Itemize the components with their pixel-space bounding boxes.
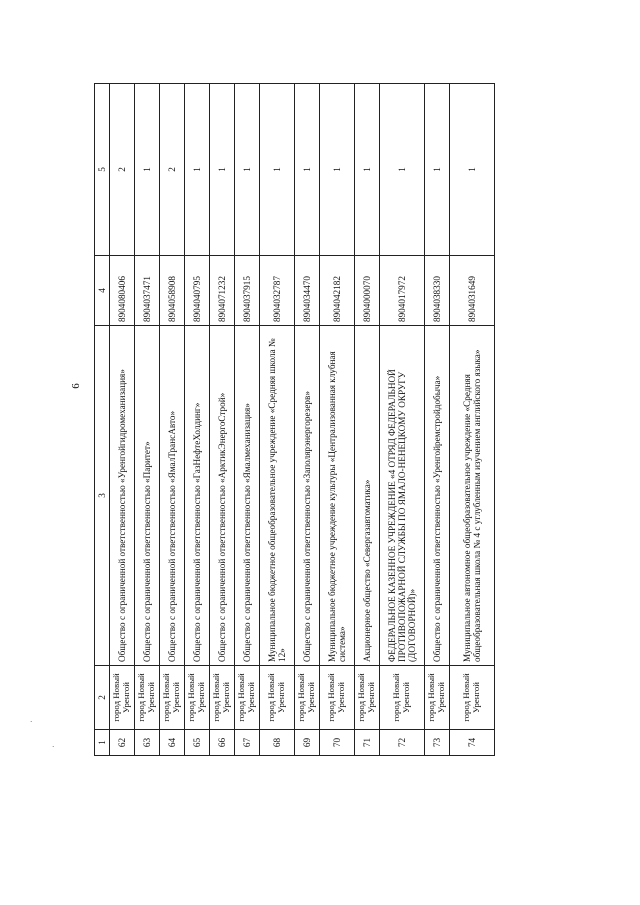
row-organization: Общество с ограниченной ответственностью «ЯмалТрансАвто» [160,326,185,666]
row-number: 65 [185,730,210,756]
row-city: город Новый Уренгой [425,666,450,730]
row-count: 1 [450,84,495,256]
row-city: город Новый Уренгой [295,666,320,730]
row-organization: Муниципальное бюджетное общеобразовательное учреждение «Средняя школа № 12» [260,326,295,666]
table-row [160,84,185,756]
row-city: город Новый Уренгой [380,666,425,730]
row-inn: 8904032787 [260,256,295,326]
row-count: 1 [320,84,355,256]
row-number: 64 [160,730,185,756]
table-row [355,84,380,756]
row-count: 1 [185,84,210,256]
column-header-5: 5 [95,84,110,256]
row-inn: 8904037915 [235,256,260,326]
row-number: 63 [135,730,160,756]
column-header-3: 3 [95,326,110,666]
row-organization: Общество с ограниченной ответственностью «Заполярэнергорезерв» [295,326,320,666]
table-row [320,84,355,756]
row-organization: Общество с ограниченной ответственностью «Уренгойгидромеханизация» [110,326,135,666]
row-count: 2 [110,84,135,256]
row-city: город Новый Уренгой [355,666,380,730]
row-count: 1 [210,84,235,256]
row-number: 72 [380,730,425,756]
row-count: 1 [355,84,380,256]
row-city: город Новый Уренгой [235,666,260,730]
row-inn: 8904037471 [135,256,160,326]
row-number: 74 [450,730,495,756]
row-city: город Новый Уренгой [210,666,235,730]
row-city: город Новый Уренгой [185,666,210,730]
row-number: 67 [235,730,260,756]
row-inn: 8904071232 [210,256,235,326]
table-row [185,84,210,756]
row-organization: Общество с ограниченной ответственностью «Уренгойремстройдобыча» [425,326,450,666]
row-count: 1 [260,84,295,256]
scan-speck: · [52,743,55,751]
row-organization: Общество с ограниченной ответственностью «Ямалмеханизация» [235,326,260,666]
row-count: 1 [380,84,425,256]
row-inn: 8904031649 [450,256,495,326]
scan-speck: · [30,718,33,726]
table-row [110,84,135,756]
row-inn: 8904058908 [160,256,185,326]
row-number: 73 [425,730,450,756]
page-number: 6 [70,383,82,389]
table-row [260,84,295,756]
row-count: 1 [425,84,450,256]
row-inn: 8904000070 [355,256,380,326]
row-organization: Общество с ограниченной ответственностью «ГазНефтеХолдинг» [185,326,210,666]
row-inn: 8904042182 [320,256,355,326]
row-organization: ФЕДЕРАЛЬНОЕ КАЗЕННОЕ УЧРЕЖДЕНИЕ «4 ОТРЯД ФЕДЕРАЛЬНОЙ ПРОТИВОПОЖАРНОЙ СЛУЖБЫ ПО ЯМАЛО-НЕНЕЦКОМУ ОКРУГУ (ДОГОВОРНОЙ)» [380,326,425,666]
row-number: 68 [260,730,295,756]
row-number: 71 [355,730,380,756]
row-count: 1 [295,84,320,256]
row-inn: 8904038330 [425,256,450,326]
row-organization: Общество с ограниченной ответственностью «АрктикЭнергоСтрой» [210,326,235,666]
table-header-row [95,84,110,756]
table-row [425,84,450,756]
table-row [235,84,260,756]
row-number: 66 [210,730,235,756]
table-row [450,84,495,756]
table-row [295,84,320,756]
row-city: город Новый Уренгой [135,666,160,730]
row-number: 70 [320,730,355,756]
row-city: город Новый Уренгой [110,666,135,730]
row-city: город Новый Уренгой [320,666,355,730]
row-city: город Новый Уренгой [260,666,295,730]
row-number: 69 [295,730,320,756]
row-number: 62 [110,730,135,756]
column-header-1: 1 [95,730,110,756]
row-organization: Муниципальное автономное общеобразовательное учреждение «Средняя общеобразовательная школа № 4 с углубленным изучением английского языка» [450,326,495,666]
organizations-table [94,83,495,756]
row-inn: 8904040795 [185,256,210,326]
row-organization: Общество с ограниченной ответственностью «Паритет» [135,326,160,666]
row-count: 1 [235,84,260,256]
table-row [380,84,425,756]
row-count: 1 [135,84,160,256]
column-header-4: 4 [95,256,110,326]
row-inn: 8904017972 [380,256,425,326]
row-organization: Акционерное общество «Севергазавтоматика» [355,326,380,666]
row-inn: 8904080406 [110,256,135,326]
column-header-2: 2 [95,666,110,730]
table-row [135,84,160,756]
rotated-page [70,16,570,756]
table-row [210,84,235,756]
row-city: город Новый Уренгой [160,666,185,730]
row-inn: 8904034470 [295,256,320,326]
row-count: 2 [160,84,185,256]
row-city: город Новый Уренгой [450,666,495,730]
row-organization: Муниципальное бюджетное учреждение культуры «Централизованная клубная система» [320,326,355,666]
